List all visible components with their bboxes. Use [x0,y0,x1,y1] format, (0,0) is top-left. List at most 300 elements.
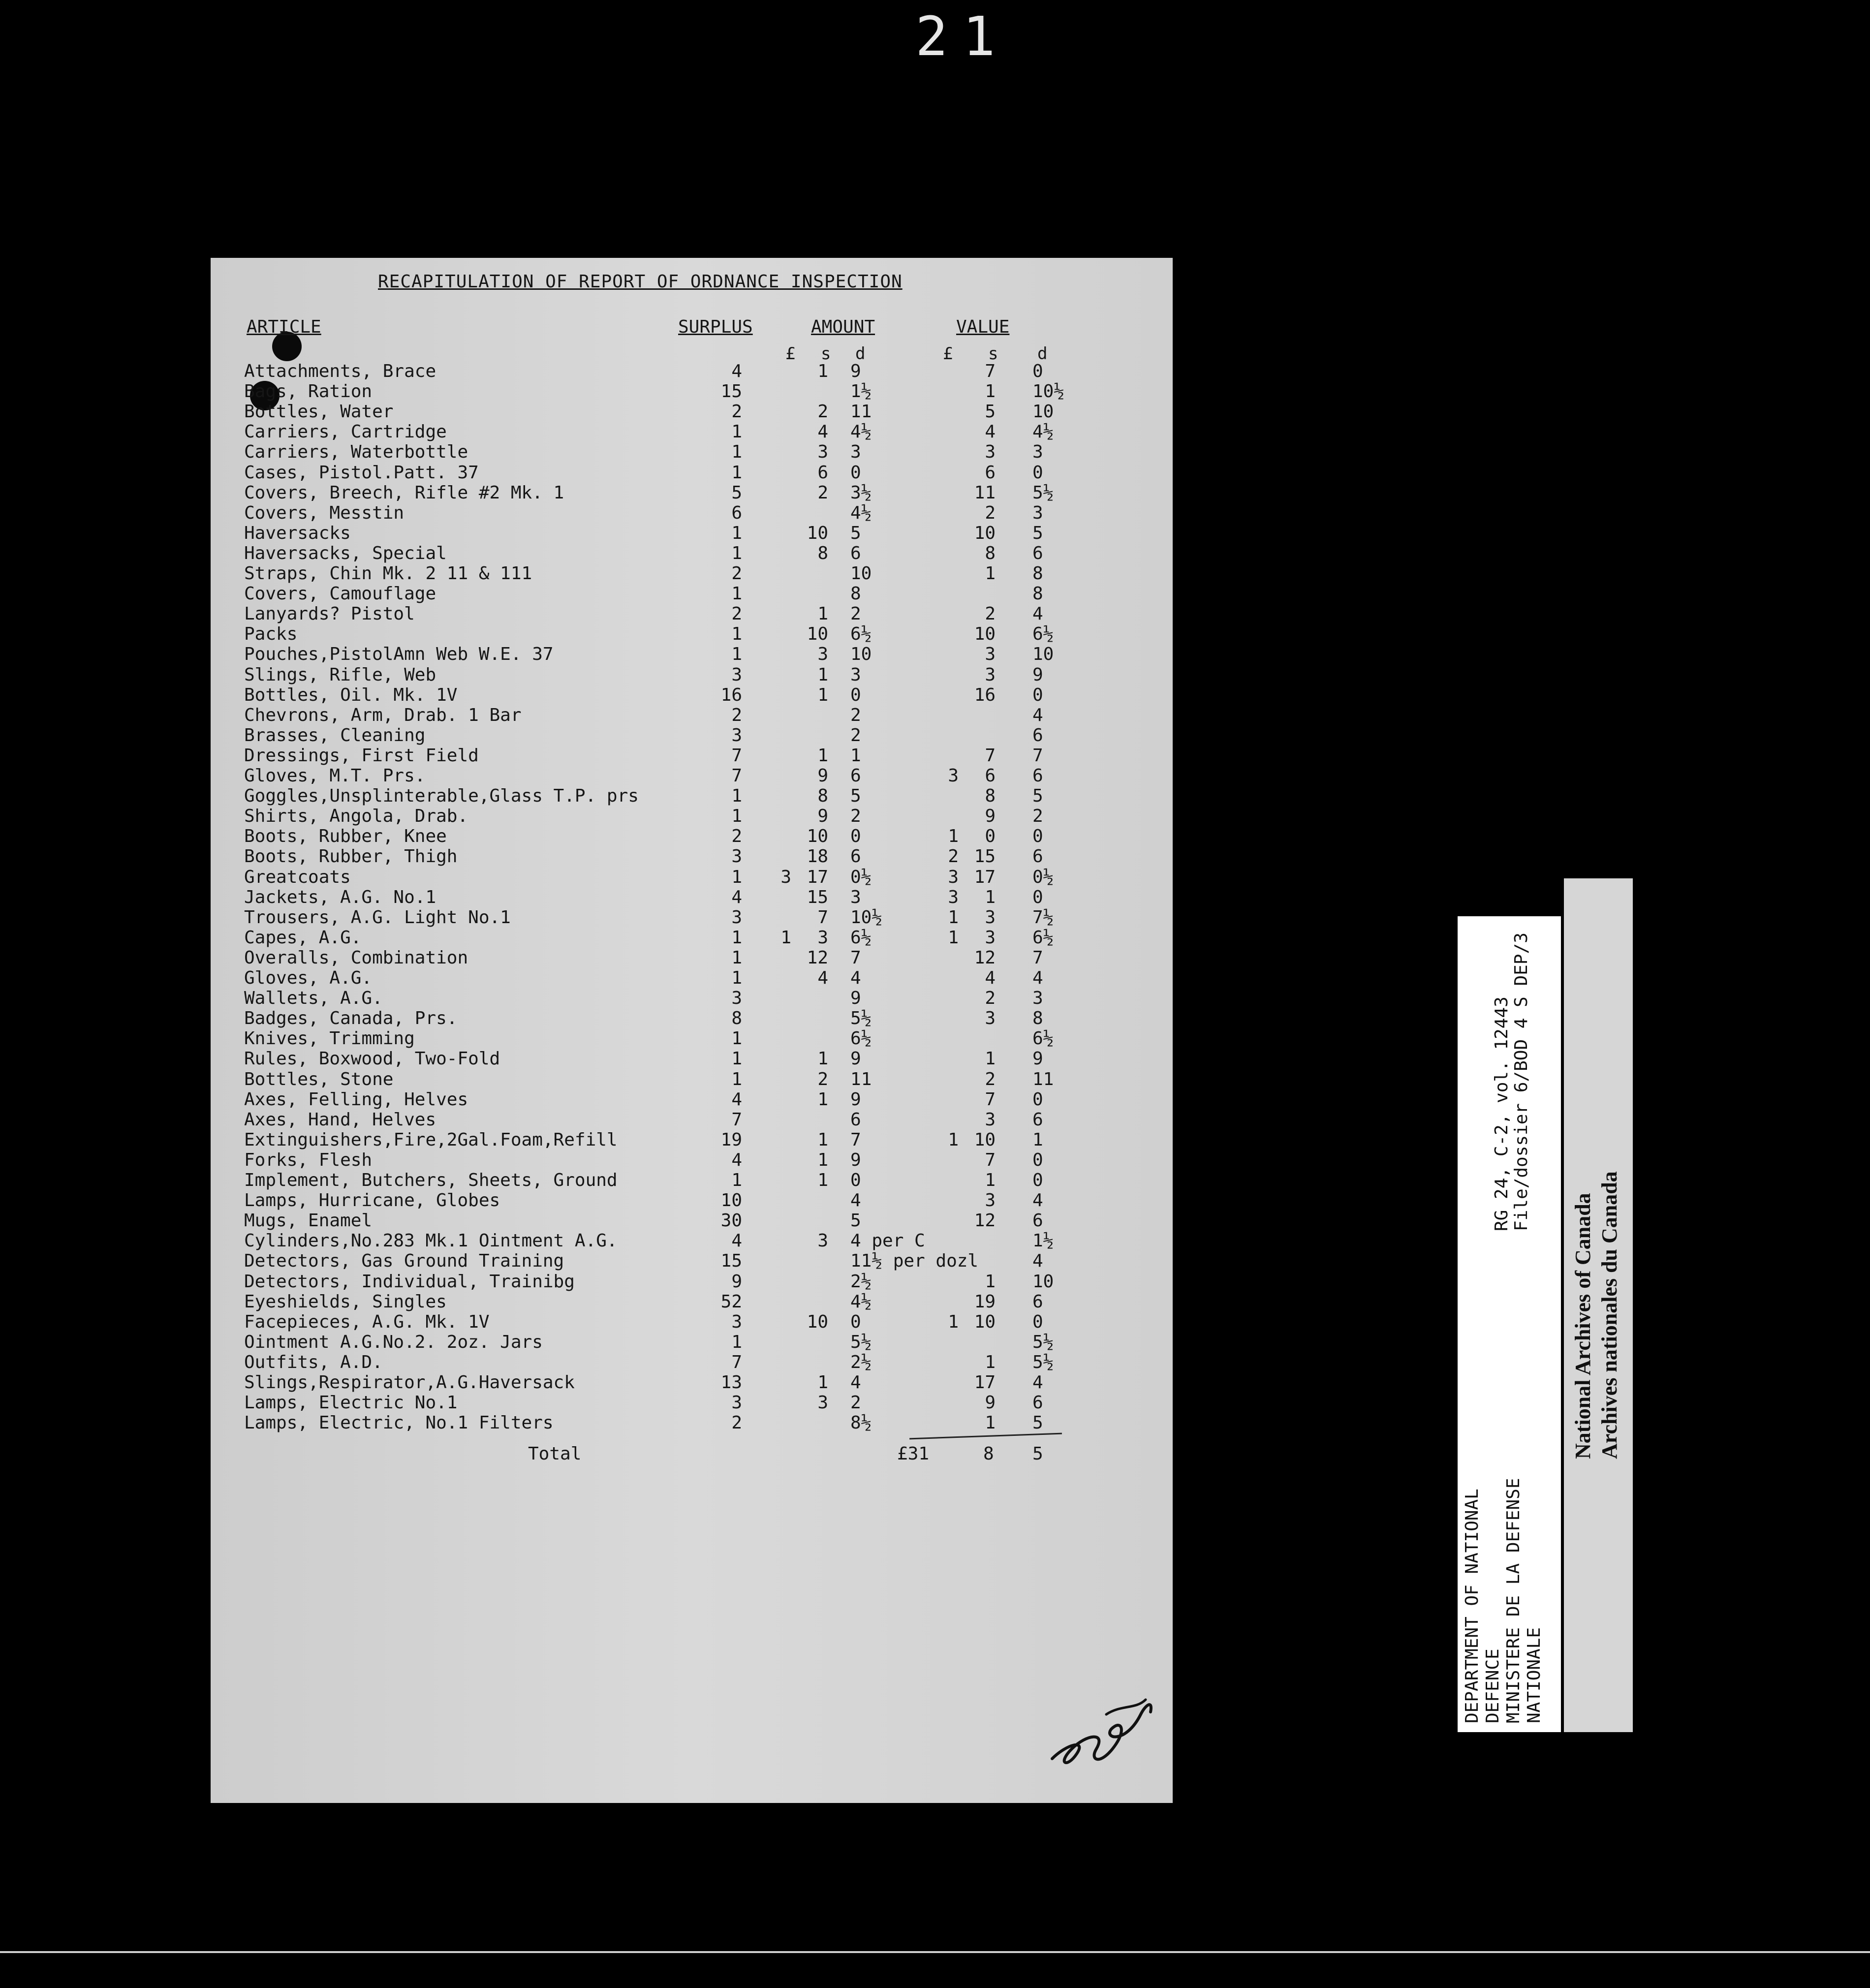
table-row [211,665,1173,685]
value-shillings-cell: 12 [974,1211,996,1231]
surplus-cell: 7 [731,745,742,766]
amount-shillings-cell: 1 [817,1372,828,1393]
value-pence-cell: 9 [1032,1049,1043,1069]
surplus-cell: 1 [731,624,742,645]
amount-pence-cell: 2 [850,604,861,624]
table-row [211,1150,1173,1170]
table-row [211,483,1173,503]
value-shillings-cell: 15 [974,846,996,867]
amount-shillings-cell: 8 [817,543,828,563]
table-row [211,705,1173,725]
amount-shillings-cell: 3 [817,442,828,463]
amount-pence-cell: 4 [850,1190,861,1211]
value-pence-cell: 6 [1032,1211,1043,1231]
amount-pence-cell: 3 [850,887,861,907]
surplus-cell: 1 [731,947,742,968]
value-pence-cell: 11 [1032,1069,1054,1089]
article-cell: Bottles, Water [244,402,394,422]
value-pence-cell: 0 [1032,887,1043,907]
amount-shillings-cell: 1 [817,664,828,685]
amount-pence-cell: 4½ [850,1291,872,1312]
article-cell: Axes, Hand, Helves [244,1109,436,1130]
surplus-cell: 4 [731,1149,742,1170]
value-pence-cell: 0 [1032,826,1043,847]
table-row [211,1372,1173,1393]
table-row [211,746,1173,766]
value-pence-cell: 6 [1032,846,1043,867]
value-shillings-cell: 10 [974,1129,996,1150]
amount-pence-cell: 5 [850,1211,861,1231]
value-shillings-cell: 1 [985,1271,996,1292]
surplus-cell: 2 [731,1413,742,1433]
value-shillings-cell: 3 [985,1109,996,1130]
total-pounds: £31 [897,1444,930,1464]
amount-shillings-cell: 15 [807,887,828,907]
archive-reference-label [1458,916,1561,1732]
value-pence-cell: 5½ [1032,1352,1054,1372]
article-cell: Trousers, A.G. Light No.1 [244,907,511,928]
surplus-cell: 3 [731,846,742,867]
amount-pence-cell: 9 [850,1149,861,1170]
article-cell: Wallets, A.G. [244,988,383,1009]
value-pence-cell: 0 [1032,1311,1043,1332]
value-pounds-cell: 3 [948,766,959,786]
article-cell: Extinguishers,Fire,2Gal.Foam,Refill [244,1129,618,1150]
value-pence-cell: 5½ [1032,1332,1054,1352]
value-pence-cell: 1½ [1032,1231,1054,1251]
surplus-cell: 13 [720,1372,742,1393]
amount-shillings-cell: 1 [817,1170,828,1190]
article-cell: Bottles, Stone [244,1069,394,1089]
amount-pence-cell: 5 [850,523,861,543]
amount-pence-cell: 0 [850,684,861,705]
article-cell: Carriers, Waterbottle [244,442,468,463]
value-pounds-cell: 1 [948,1311,959,1332]
article-cell: Lamps, Hurricane, Globes [244,1190,500,1211]
amount-pence-cell: 1½ [850,381,872,402]
subheader-value-s: s [988,344,998,364]
amount-shillings-cell: 8 [817,786,828,807]
amount-pence-cell: 9 [850,988,861,1009]
article-cell: Dressings, First Field [244,745,479,766]
subheader-value-pound: £ [943,344,953,364]
article-cell: Gloves, A.G. [244,968,373,988]
article-cell: Rules, Boxwood, Two-Fold [244,1049,500,1069]
value-shillings-cell: 2 [985,604,996,624]
amount-pence-cell: 6 [850,766,861,786]
amount-pence-cell: 10 [850,563,872,584]
value-pounds-cell: 1 [948,927,959,948]
value-shillings-cell: 10 [974,523,996,543]
surplus-cell: 7 [731,766,742,786]
amount-pence-cell: 2½ [850,1271,872,1292]
total-pence: 5 [1032,1444,1043,1464]
article-cell: Pouches,PistolAmn Web W.E. 37 [244,644,554,665]
amount-shillings-cell: 17 [807,867,828,887]
amount-pence-cell: 3½ [850,482,872,503]
value-shillings-cell: 9 [985,1393,996,1413]
surplus-cell: 4 [731,361,742,381]
subheader-amount-d: d [855,344,866,364]
surplus-cell: 1 [731,1028,742,1049]
value-pence-cell: 10 [1032,402,1054,422]
amount-pence-cell: 2 [850,1393,861,1413]
amount-shillings-cell: 18 [807,846,828,867]
value-pounds-cell: 1 [948,907,959,928]
article-cell: Bags, Ration [244,381,373,402]
article-cell: Covers, Messtin [244,502,405,523]
value-shillings-cell: 2 [985,502,996,523]
value-pence-cell: 0 [1032,462,1043,483]
surplus-cell: 1 [731,1069,742,1089]
value-shillings-cell: 8 [985,786,996,807]
document-page [211,258,1173,1803]
record-group-reference: RG 24, C-2, vol. 12443 [1492,996,1512,1231]
amount-pence-cell: 7 [850,1129,861,1150]
amount-shillings-cell: 1 [817,1049,828,1069]
value-pounds-cell: 3 [948,867,959,887]
value-shillings-cell: 1 [985,1352,996,1372]
surplus-cell: 1 [731,1332,742,1352]
value-pence-cell: 4 [1032,705,1043,725]
surplus-cell: 7 [731,1109,742,1130]
value-pence-cell: 1 [1032,1129,1043,1150]
value-pence-cell: 10½ [1032,381,1065,402]
amount-pence-cell: 2 [850,806,861,827]
value-shillings-cell: 1 [985,1413,996,1433]
article-cell: Covers, Breech, Rifle #2 Mk. 1 [244,482,564,503]
amount-shillings-cell: 1 [817,1089,828,1110]
surplus-cell: 4 [731,1089,742,1110]
table-row [211,766,1173,786]
article-cell: Straps, Chin Mk. 2 11 & 111 [244,563,532,584]
article-cell: Overalls, Combination [244,947,468,968]
table-row [211,503,1173,523]
surplus-cell: 7 [731,1352,742,1372]
table-row [211,1049,1173,1069]
amount-pence-cell: 2 [850,705,861,725]
table-row [211,563,1173,584]
value-pence-cell: 8 [1032,563,1043,584]
value-pence-cell: 5½ [1032,482,1054,503]
value-pounds-cell: 3 [948,887,959,907]
value-pence-cell: 5 [1032,523,1043,543]
amount-shillings-cell: 12 [807,947,828,968]
amount-pence-cell: 5½ [850,1332,872,1352]
table-row [211,1312,1173,1332]
value-pence-cell: 7 [1032,947,1043,968]
value-pence-cell: 9 [1032,664,1043,685]
article-cell: Jackets, A.G. No.1 [244,887,436,907]
value-shillings-cell: 2 [985,988,996,1009]
value-shillings-cell: 10 [974,1311,996,1332]
table-row [211,1231,1173,1251]
value-pence-cell: 4 [1032,1372,1043,1393]
article-cell: Forks, Flesh [244,1149,373,1170]
value-shillings-cell: 3 [985,664,996,685]
surplus-cell: 5 [731,482,742,503]
article-cell: Detectors, Gas Ground Training [244,1251,564,1272]
amount-shillings-cell: 1 [817,361,828,381]
amount-pence-cell: 6 [850,846,861,867]
value-pence-cell: 3 [1032,442,1043,463]
value-pence-cell: 6½ [1032,927,1054,948]
value-shillings-cell: 0 [985,826,996,847]
surplus-cell: 9 [731,1271,742,1292]
table-row [211,1130,1173,1150]
surplus-cell: 15 [720,381,742,402]
value-pence-cell: 4½ [1032,422,1054,442]
surplus-cell: 1 [731,1170,742,1190]
amount-pence-cell: 6½ [850,1028,872,1049]
value-pence-cell: 6 [1032,1393,1043,1413]
surplus-cell: 19 [720,1129,742,1150]
amount-shillings-cell: 3 [817,1231,828,1251]
amount-pence-cell: 0 [850,462,861,483]
table-row [211,584,1173,604]
surplus-cell: 1 [731,1049,742,1069]
value-pence-cell: 5 [1032,1413,1043,1433]
amount-shillings-cell: 3 [817,644,828,665]
value-shillings-cell: 16 [974,684,996,705]
value-pence-cell: 5 [1032,786,1043,807]
value-pence-cell: 4 [1032,1190,1043,1211]
amount-shillings-cell: 9 [817,806,828,827]
amount-shillings-cell: 10 [807,826,828,847]
amount-pence-cell: 8½ [850,1413,872,1433]
value-shillings-cell: 4 [985,422,996,442]
article-cell: Slings, Rifle, Web [244,664,436,685]
value-pence-cell: 4 [1032,1251,1043,1272]
surplus-cell: 2 [731,705,742,725]
value-shillings-cell: 1 [985,1049,996,1069]
surplus-cell: 4 [731,887,742,907]
value-pence-cell: 4 [1032,968,1043,988]
department-fr: MINISTERE DE LA DEFENSE [1503,1478,1524,1723]
value-shillings-cell: 11 [974,482,996,503]
amount-pence-cell: 10½ [850,907,883,928]
value-shillings-cell: 5 [985,402,996,422]
article-cell: Boots, Rubber, Knee [244,826,447,847]
surplus-cell: 8 [731,1008,742,1029]
value-shillings-cell: 4 [985,968,996,988]
table-row [211,644,1173,664]
value-shillings-cell: 12 [974,947,996,968]
surplus-cell: 3 [731,725,742,746]
amount-shillings-cell: 4 [817,968,828,988]
article-cell: Detectors, Individual, Trainibg [244,1271,575,1292]
value-pence-cell: 6½ [1032,1028,1054,1049]
surplus-cell: 1 [731,584,742,604]
article-cell: Capes, A.G. [244,927,362,948]
surplus-cell: 4 [731,1231,742,1251]
table-row [211,624,1173,644]
header-surplus: SURPLUS [678,317,753,337]
amount-pence-cell: 7 [850,947,861,968]
table-row [211,1008,1173,1028]
table-row [211,968,1173,988]
value-pence-cell: 0 [1032,1089,1043,1110]
table-row [211,1110,1173,1130]
value-shillings-cell: 17 [974,1372,996,1393]
article-cell: Badges, Canada, Prs. [244,1008,458,1029]
table-row [211,826,1173,846]
value-pence-cell: 7 [1032,745,1043,766]
amount-shillings-cell: 4 [817,422,828,442]
amount-shillings-cell: 2 [817,482,828,503]
amount-shillings-cell: 1 [817,1149,828,1170]
value-shillings-cell: 10 [974,624,996,645]
surplus-cell: 1 [731,644,742,665]
surplus-cell: 1 [731,462,742,483]
amount-shillings-cell: 1 [817,1129,828,1150]
article-cell: Mugs, Enamel [244,1211,373,1231]
surplus-cell: 1 [731,927,742,948]
table-row [211,948,1173,968]
value-pence-cell: 4 [1032,604,1043,624]
table-row [211,1190,1173,1211]
value-shillings-cell: 1 [985,381,996,402]
table-row [211,867,1173,887]
value-shillings-cell: 17 [974,867,996,887]
table-row [211,1211,1173,1231]
surplus-cell: 2 [731,604,742,624]
surplus-cell: 3 [731,907,742,928]
table-row [211,685,1173,705]
table-row [211,1413,1173,1433]
article-cell: Gloves, M.T. Prs. [244,766,426,786]
archives-name-en: National Archives of Canada [1571,1193,1595,1459]
value-shillings-cell: 3 [985,1190,996,1211]
amount-pence-cell: 4½ [850,502,872,523]
article-cell: Axes, Felling, Helves [244,1089,468,1110]
surplus-cell: 1 [731,523,742,543]
amount-pence-cell: 5½ [850,1008,872,1029]
department-en: DEPARTMENT OF NATIONAL [1462,1489,1482,1723]
value-pence-cell: 0 [1032,361,1043,381]
table-row [211,1170,1173,1190]
film-edge-line [0,1951,1870,1953]
surplus-cell: 1 [731,806,742,827]
value-pence-cell: 2 [1032,806,1043,827]
amount-pence-cell: 6½ [850,624,872,645]
amount-shillings-cell: 3 [817,927,828,948]
amount-pence-cell: 6½ [850,927,872,948]
value-shillings-cell: 1 [985,563,996,584]
table-row [211,422,1173,442]
total-shillings: 8 [983,1444,994,1464]
amount-pounds-cell: 1 [780,927,791,948]
department-fr-2: NATIONALE [1524,1627,1544,1723]
header-amount: AMOUNT [811,317,875,337]
value-pence-cell: 6 [1032,1109,1043,1130]
value-pounds-cell: 2 [948,846,959,867]
amount-shillings-cell: 3 [817,1393,828,1413]
article-cell: Bottles, Oil. Mk. 1V [244,684,458,705]
article-cell: Greatcoats [244,867,351,887]
surplus-cell: 30 [720,1211,742,1231]
amount-pence-cell: 4 per C [850,1231,925,1251]
amount-pence-cell: 9 [850,1049,861,1069]
handwritten-initials [1047,1685,1160,1778]
surplus-cell: 1 [731,867,742,887]
value-shillings-cell: 3 [985,1008,996,1029]
amount-shillings-cell: 10 [807,1311,828,1332]
value-pence-cell: 0 [1032,1170,1043,1190]
article-cell: Haversacks, Special [244,543,447,563]
amount-pence-cell: 0 [850,826,861,847]
surplus-cell: 3 [731,664,742,685]
amount-shillings-cell: 2 [817,1069,828,1089]
table-row [211,725,1173,746]
amount-pence-cell: 1 [850,745,861,766]
value-pence-cell: 8 [1032,1008,1043,1029]
value-shillings-cell: 3 [985,644,996,665]
amount-pence-cell: 10 [850,644,872,665]
value-pence-cell: 10 [1032,644,1054,665]
article-cell: Boots, Rubber, Thigh [244,846,458,867]
value-shillings-cell: 3 [985,927,996,948]
amount-pence-cell: 2 [850,725,861,746]
surplus-cell: 2 [731,826,742,847]
amount-shillings-cell: 10 [807,624,828,645]
table-row [211,806,1173,826]
table-row [211,1393,1173,1413]
surplus-cell: 3 [731,988,742,1009]
amount-pence-cell: 0 [850,1170,861,1190]
amount-pence-cell: 0½ [850,867,872,887]
surplus-cell: 10 [720,1190,742,1211]
value-shillings-cell: 1 [985,1170,996,1190]
archives-name-fr: Archives nationales du Canada [1597,1171,1621,1459]
article-cell: Implement, Butchers, Sheets, Ground [244,1170,618,1190]
article-cell: Facepieces, A.G. Mk. 1V [244,1311,490,1332]
amount-pence-cell: 3 [850,442,861,463]
amount-pence-cell: 4 [850,1372,861,1393]
article-cell: Knives, Trimming [244,1028,415,1049]
article-cell: Brasses, Cleaning [244,725,426,746]
subheader-amount-s: s [821,344,831,364]
article-cell: Lanyards? Pistol [244,604,415,624]
value-shillings-cell: 7 [985,361,996,381]
amount-pence-cell: 11 [850,1069,872,1089]
value-shillings-cell: 3 [985,907,996,928]
amount-shillings-cell: 1 [817,745,828,766]
table-row [211,1272,1173,1292]
article-cell: Cases, Pistol.Patt. 37 [244,462,479,483]
table-row [211,1089,1173,1110]
value-pence-cell: 6½ [1032,624,1054,645]
value-shillings-cell: 7 [985,1149,996,1170]
value-pence-cell: 7½ [1032,907,1054,928]
table-row [211,402,1173,422]
header-value: VALUE [956,317,1010,337]
amount-pence-cell: 4 [850,968,861,988]
table-row [211,463,1173,483]
value-pence-cell: 6 [1032,543,1043,563]
surplus-cell: 15 [720,1251,742,1272]
surplus-cell: 1 [731,422,742,442]
value-shillings-cell: 3 [985,442,996,463]
amount-pence-cell: 11 [850,402,872,422]
surplus-cell: 1 [731,543,742,563]
value-pounds-cell: 1 [948,826,959,847]
value-shillings-cell: 6 [985,766,996,786]
value-pence-cell: 3 [1032,502,1043,523]
table-row [211,928,1173,948]
value-shillings-cell: 6 [985,462,996,483]
table-row [211,1069,1173,1089]
